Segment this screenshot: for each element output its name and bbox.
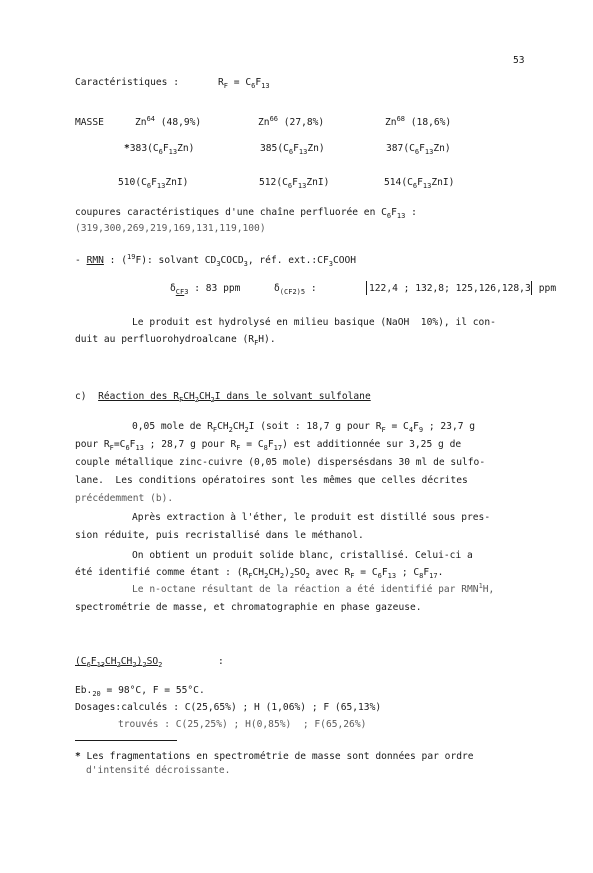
page-number: 53 bbox=[513, 55, 525, 66]
asterisk-mark: * bbox=[124, 143, 130, 154]
asterisk-mark: * bbox=[75, 751, 81, 762]
mass-fragment: $514(C_6F_{13}ZnI)$ bbox=[384, 177, 455, 190]
product-line-2: été identifié comme étant : $(R_FCH_2CH_2)_2SO_2$ avec $R_F = C_6F_{13}$ ; $C_8F_{17}$. bbox=[75, 567, 444, 580]
footnote-line-2: d'intensité décroissante. bbox=[86, 765, 231, 776]
footnote-rule bbox=[75, 740, 177, 741]
footnote-line-1: * Les fragmentations en spectrométrie de masse sont données par ordre bbox=[75, 751, 474, 762]
extraction-line-1: Après extraction à l'éther, le produit est distillé sous pres- bbox=[132, 512, 491, 523]
product-line-1: On obtient un produit solide blanc, cristallisé. Celui-ci a bbox=[132, 550, 473, 561]
hydrolysis-line-2: duit au perfluorohydroalcane $(R_FH)$. bbox=[75, 334, 276, 347]
octane-line-1: Le n-octane résultant de la réaction a été identifié par RMN$^1$H, bbox=[132, 582, 495, 595]
rf-definition: $R_F = C_6F_{13}$ bbox=[218, 77, 270, 90]
mass-fragment: $385(C_6F_{13}Zn)$ bbox=[260, 143, 325, 156]
extraction-line-2: sion réduite, puis recristallisé dans le méthanol. bbox=[75, 530, 364, 541]
procedure-line-5: précédemment (b). bbox=[75, 493, 174, 504]
compound-formula: $(C_6F_{13}CH_2CH_2)_2SO_2$ bbox=[75, 656, 163, 669]
mass-label: MASSE bbox=[75, 117, 104, 128]
analysis-found: trouvés : C(25,25%) ; H(0,85%) ; F(65,26%) bbox=[118, 719, 367, 730]
isotope-zn64: Zn$^{64}$ (48,9%) bbox=[135, 115, 202, 128]
delta-cf2: $\delta_{(CF2)5}$ : bbox=[274, 283, 323, 296]
mass-fragment: $512(C_6F_{13}ZnI)$ bbox=[259, 177, 330, 190]
procedure-line-3: couple métallique zinc-cuivre (0,05 mole) dispersésdans 30 ml de sulfo- bbox=[75, 457, 486, 468]
delta-cf2-values: 122,4 ; 132,8; 125,126,128,3 bbox=[369, 283, 531, 294]
octane-line-2: spectrométrie de masse, et chromatographie en phase gazeuse. bbox=[75, 602, 422, 613]
delta-unit: ppm bbox=[533, 283, 557, 294]
bracket-left bbox=[366, 281, 367, 295]
boiling-point: $Eb._{20} = 98^\circ C$, F = 55°C. bbox=[75, 685, 205, 698]
delta-cf3: $\delta_{CF3}$ : 83 ppm bbox=[170, 283, 241, 296]
mass-fragment: $510(C_6F_{13}ZnI)$ bbox=[118, 177, 189, 190]
rmn-line: - RMN : ($^{19}$F): solvant $CD_3COCD_3$, réf. $ext.:CF_3COOH$ bbox=[75, 253, 357, 268]
cuts-values: (319,300,269,219,169,131,119,100) bbox=[75, 223, 266, 234]
procedure-line-4: lane. Les conditions opératoires sont les mêmes que celles décrites bbox=[75, 475, 468, 486]
isotope-zn66: Zn$^{66}$ (27,8%) bbox=[258, 115, 325, 128]
analysis-calculated: Dosages:calculés : C(25,65%) ; H (1,06%) ; F (65,13%) bbox=[75, 702, 382, 713]
hydrolysis-line-1: Le produit est hydrolysé en milieu basique (NaOH 10%), il con- bbox=[132, 317, 496, 328]
bracket-right bbox=[531, 281, 532, 295]
isotope-zn68: Zn$^{68}$ (18,6%) bbox=[385, 115, 452, 128]
procedure-line-2: pour $R_F=C_6F_{13}$ ; 28,7 g pour $R_F = C_8F_{17}$) est additionnée sur 3,25 g de bbox=[75, 439, 462, 452]
cuts-text: coupures caractéristiques d'une chaîne perfluorée en $C_6F_{13}$ : bbox=[75, 207, 417, 220]
mass-fragment: $387(C_6F_{13}Zn)$ bbox=[386, 143, 451, 156]
characteristics-label: Caractéristiques : bbox=[75, 77, 179, 88]
section-c-heading: c) Réaction des $R_FCH_2CH_2I$ dans le solvant sulfolane bbox=[75, 391, 371, 404]
mass-fragment: $*383(C_6F_{13}Zn)$ bbox=[124, 143, 195, 156]
compound-colon: : bbox=[218, 656, 224, 667]
procedure-line-1: 0,05 mole de $R_FCH_2CH_2I$ (soit : 18,7 g pour $R_F = C_4F_9$ ; 23,7 g bbox=[132, 421, 476, 434]
